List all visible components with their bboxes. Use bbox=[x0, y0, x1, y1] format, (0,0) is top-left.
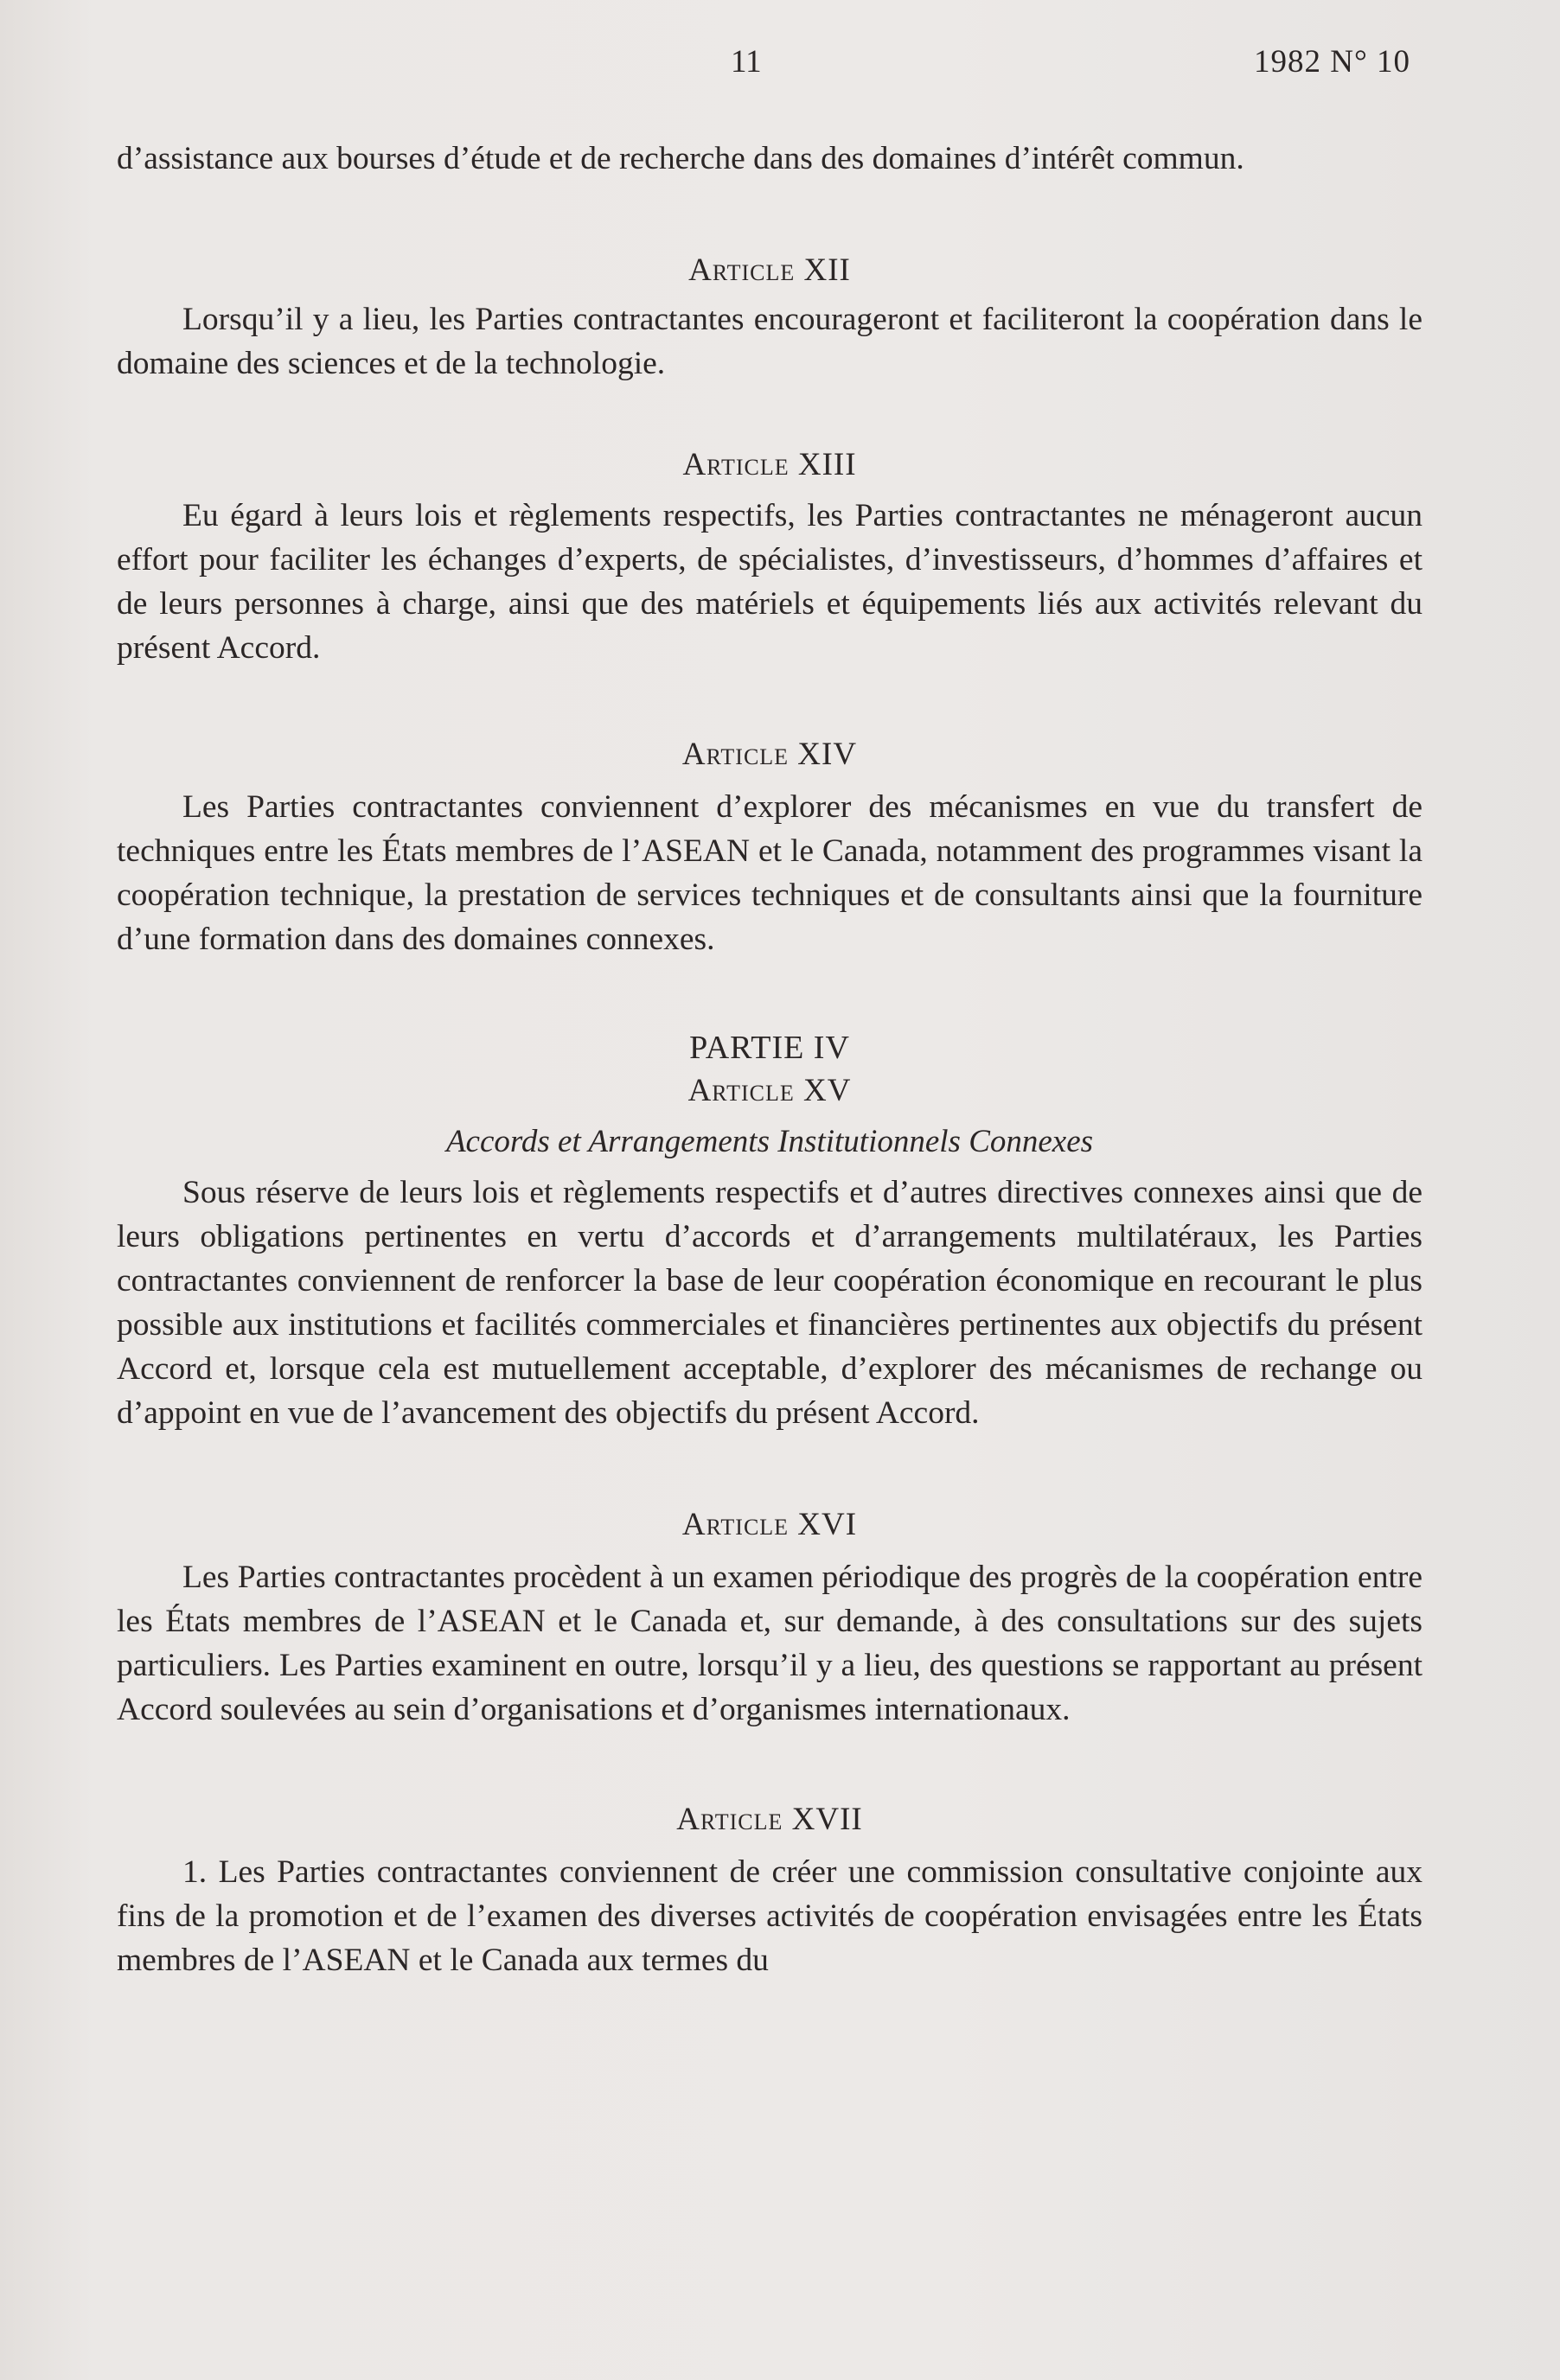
article-xiii-heading: Article XIII bbox=[682, 447, 857, 482]
article-xv-heading: Article XV bbox=[687, 1073, 852, 1108]
article-xiv-heading: Article XIV bbox=[681, 737, 858, 772]
article-xvi-heading: Article XVI bbox=[681, 1507, 858, 1542]
article-xvi-text: Les Parties contractantes procèdent à un examen périodique des progrès de la coopération entre les États membres de l’ASEAN et le Canada et, sur demande, à des consultations sur des sujets particuliers. Les Parties examinent en outre, lorsqu’il y a lieu, des questions se rapportant au présent Accord soulevées au sein d’organisations et d’organismes internationaux. bbox=[117, 1560, 1423, 1727]
page-number: 11 bbox=[731, 44, 762, 80]
article-xvii-heading: Article XVII bbox=[676, 1802, 863, 1837]
article-xiii-text: Eu égard à leurs lois et règlements respectifs, les Parties contractantes ne ménageront aucun effort pour faciliter les échanges d’experts, de spécialistes, d’investisseurs, d’hommes d’affaires et de leurs personnes à charge, ainsi que des matériels et équipements liés aux activités relevant du présent Accord. bbox=[117, 498, 1423, 666]
intro-paragraph: d’assistance aux bourses d’étude et de recherche dans des domaines d’intérêt commun. bbox=[117, 141, 1244, 176]
page-body bbox=[117, 137, 1423, 1982]
article-xvii-text: 1. Les Parties contractantes conviennent de créer une commission consultative conjointe aux fins de la promotion et de l’examen des diverses activités de coopération envisagées entre les États membres de l’ASEAN et le Canada aux termes du bbox=[117, 1854, 1423, 1978]
article-xv-text: Sous réserve de leurs lois et règlements respectifs et d’autres directives connexes ainsi que de leurs obligations pertinentes en vertu d’accords et d’arrangements multilatéraux, les Parties contractantes conviennent de renforcer la base de leur coopération économique en recourant le plus possible aux institutions et facilités commerciales et financières pertinentes aux objectifs du présent Accord et, lorsque cela est mutuellement acceptable, d’explorer des mécanismes de rechange ou d’appoint en vue de l’avancement des objectifs du présent Accord. bbox=[117, 1175, 1423, 1431]
article-xii-heading: Article XII bbox=[688, 252, 851, 288]
article-xii-text: Lorsqu’il y a lieu, les Parties contractantes encourageront et faciliteront la coopération dans le domaine des sciences et de la technologie. bbox=[117, 302, 1423, 381]
document-reference: 1982 N° 10 bbox=[1253, 44, 1410, 80]
article-xiv-text: Les Parties contractantes conviennent d’explorer des mécanismes en vue du transfert de techniques entre les États membres de l’ASEAN et le Canada, notamment des programmes visant la coopération technique, la prestation de services techniques et de consultants ainsi que la fourniture d’une formation dans des domaines connexes. bbox=[117, 789, 1423, 957]
article-xv-subtitle: Accords et Arrangements Institutionnels Connexes bbox=[445, 1124, 1094, 1159]
part-iv-heading: PARTIE IV bbox=[689, 1030, 850, 1066]
